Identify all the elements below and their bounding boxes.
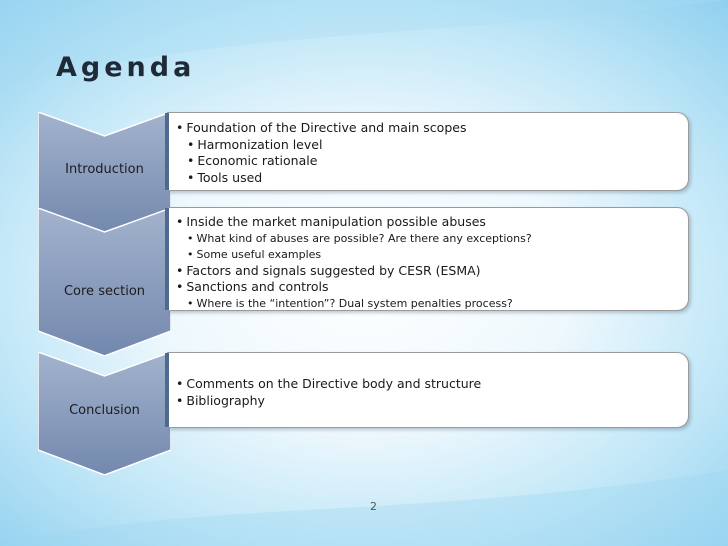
- panel-accent-bar: [165, 208, 169, 310]
- sub-bullet-item: • Some useful examples: [187, 247, 322, 261]
- sub-bullet-item: • Economic rationale: [187, 153, 318, 168]
- section-label-conclusion: Conclusion: [69, 403, 140, 418]
- bullet-item: • Inside the market manipulation possible abuses: [176, 214, 486, 229]
- panel-accent-bar: [165, 353, 169, 427]
- sub-bullet-item: • Harmonization level: [187, 136, 323, 152]
- bullet-item: • Comments on the Directive body and structure: [176, 376, 482, 391]
- sub-bullet-item: • Tools used: [187, 169, 263, 185]
- chevron-shape: [38, 208, 171, 356]
- bullet-item: • Factors and signals suggested by CESR (ESMA): [176, 262, 481, 278]
- chevron-conclusion: [38, 352, 171, 475]
- bullet-item: • Sanctions and controls: [176, 279, 329, 294]
- chevron-core-section: [38, 208, 171, 356]
- sub-bullet-item: • Where is the “intention”? Dual system penalties process?: [187, 296, 513, 310]
- panel-introduction: [167, 112, 689, 191]
- panel-core-section: [167, 207, 689, 311]
- bullet-item: • Foundation of the Directive and main scopes: [176, 120, 467, 135]
- sub-bullet-item: • What kind of abuses are possible? Are there any exceptions?: [187, 231, 532, 245]
- panel-accent-bar: [165, 113, 169, 190]
- section-label-introduction: Introduction: [65, 162, 144, 177]
- panel-conclusion: [167, 352, 689, 428]
- section-label-core-section: Core section: [63, 284, 146, 299]
- page-number: 2: [370, 500, 377, 513]
- bullet-item: • Bibliography: [176, 392, 265, 408]
- slide-title: Agenda: [56, 52, 196, 83]
